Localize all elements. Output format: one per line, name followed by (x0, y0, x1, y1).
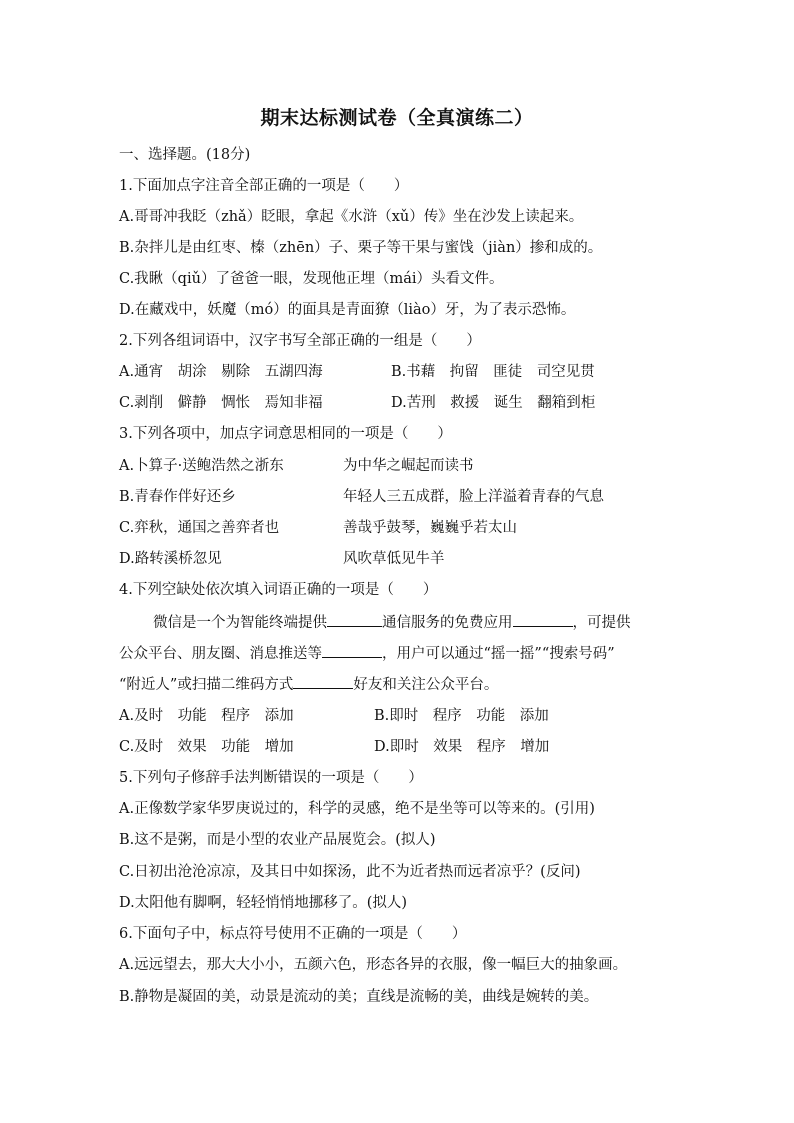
passage-text: ，可提供 (572, 615, 631, 631)
question-1-option-b: B.杂拌儿是由红枣、榛（zhēn）子、栗子等干果与蜜饯（jiàn）掺和成的。 (119, 240, 603, 256)
question-1-option-a: A.哥哥冲我眨（zhǎ）眨眼，拿起《水浒（xǔ）传》坐在沙发上读起来。 (119, 209, 584, 225)
section-heading: 一、选择题。(18分) (119, 147, 251, 163)
question-6-stem: 6.下面句子中，标点符号使用不正确的一项是（ ） (119, 926, 467, 942)
question-5-option-b: B.这不是粥，而是小型的农业产品展览会。(拟人) (119, 832, 436, 848)
passage-text: 微信是一个为智能终端提供 (153, 615, 327, 631)
question-4-option-a: A.及时 功能 程序 添加 (119, 708, 294, 724)
question-5-option-d: D.太阳他有脚啊，轻轻悄悄地挪移了。(拟人) (119, 895, 408, 911)
question-2-option-a: A.通宵 胡涂 剔除 五湖四海 (119, 364, 323, 380)
question-3-option-c-right: 善哉乎鼓琴，巍巍乎若太山 (343, 520, 517, 536)
question-1-option-d: D.在藏戏中，妖魔（mó）的面具是青面獠（liào）牙，为了表示恐怖。 (119, 302, 576, 318)
passage-text: 公众平台、朋友圈、消息推送等 (119, 646, 322, 662)
question-4-passage-line-3 (119, 674, 498, 695)
question-4-option-d: D.即时 效果 程序 增加 (374, 739, 550, 755)
question-3-option-d-right: 风吹草低见牛羊 (343, 551, 445, 567)
answer-blank-4 (293, 674, 353, 689)
question-4-passage-line-1 (153, 612, 631, 633)
passage-text: 好友和关注公众平台。 (353, 677, 499, 693)
question-3-option-a-left: A.卜算子·送鲍浩然之浙东 (119, 458, 284, 474)
question-2-option-b: B.书藉 拘留 匪徒 司空见贯 (391, 364, 595, 380)
question-6-option-b: B.静物是凝固的美，动景是流动的美；直线是流畅的美，曲线是婉转的美。 (119, 989, 599, 1005)
question-3-option-a-right: 为中华之崛起而读书 (343, 458, 474, 474)
passage-text: “附近人”或扫描二维码方式 (119, 677, 294, 693)
passage-text: 通信服务的免费应用 (382, 615, 513, 631)
question-4-passage-line-2 (119, 643, 615, 664)
answer-blank-2 (513, 612, 573, 627)
question-3-option-c-left: C.弈秋，通国之善弈者也 (119, 520, 280, 536)
page-title: 期末达标测试卷（全真演练二） (260, 107, 534, 129)
question-3-option-d-left: D.路转溪桥忽见 (119, 551, 222, 567)
question-4-option-b: B.即时 程序 功能 添加 (374, 708, 549, 724)
question-4-stem: 4.下列空缺处依次填入词语正确的一项是（ ） (119, 582, 438, 598)
question-2-stem: 2.下列各组词语中，汉字书写全部正确的一组是（ ） (119, 333, 481, 349)
question-5-option-a: A.正像数学家华罗庚说过的，科学的灵感，绝不是坐等可以等来的。(引用) (119, 801, 595, 817)
question-1-stem: 1.下面加点字注音全部正确的一项是（ ） (119, 178, 409, 194)
question-5-option-c: C.日初出沧沧凉凉，及其日中如探汤，此不为近者热而远者凉乎？(反问) (119, 864, 581, 880)
passage-text: ，用户可以通过“摇一摇”“搜索号码” (382, 646, 615, 662)
question-2-option-c: C.剥削 僻静 惆怅 焉知非福 (119, 395, 323, 411)
question-6-option-a: A.远远望去，那大大小小，五颜六色，形态各异的衣服，像一幅巨大的抽象画。 (119, 957, 628, 973)
question-4-option-c: C.及时 效果 功能 增加 (119, 739, 294, 755)
answer-blank-3 (322, 643, 382, 658)
question-3-option-b-left: B.青春作伴好还乡 (119, 489, 236, 505)
question-1-option-c: C.我瞅（qiǔ）了爸爸一眼，发现他正埋（mái）头看文件。 (119, 271, 504, 287)
question-3-option-b-right: 年轻人三五成群，脸上洋溢着青春的气息 (343, 489, 604, 505)
answer-blank-1 (327, 612, 382, 627)
question-5-stem: 5.下列句子修辞手法判断错误的一项是（ ） (119, 770, 423, 786)
question-2-option-d: D.苦刑 救援 诞生 翻箱到柜 (391, 395, 596, 411)
question-3-stem: 3.下列各项中，加点字词意思相同的一项是（ ） (119, 426, 452, 442)
